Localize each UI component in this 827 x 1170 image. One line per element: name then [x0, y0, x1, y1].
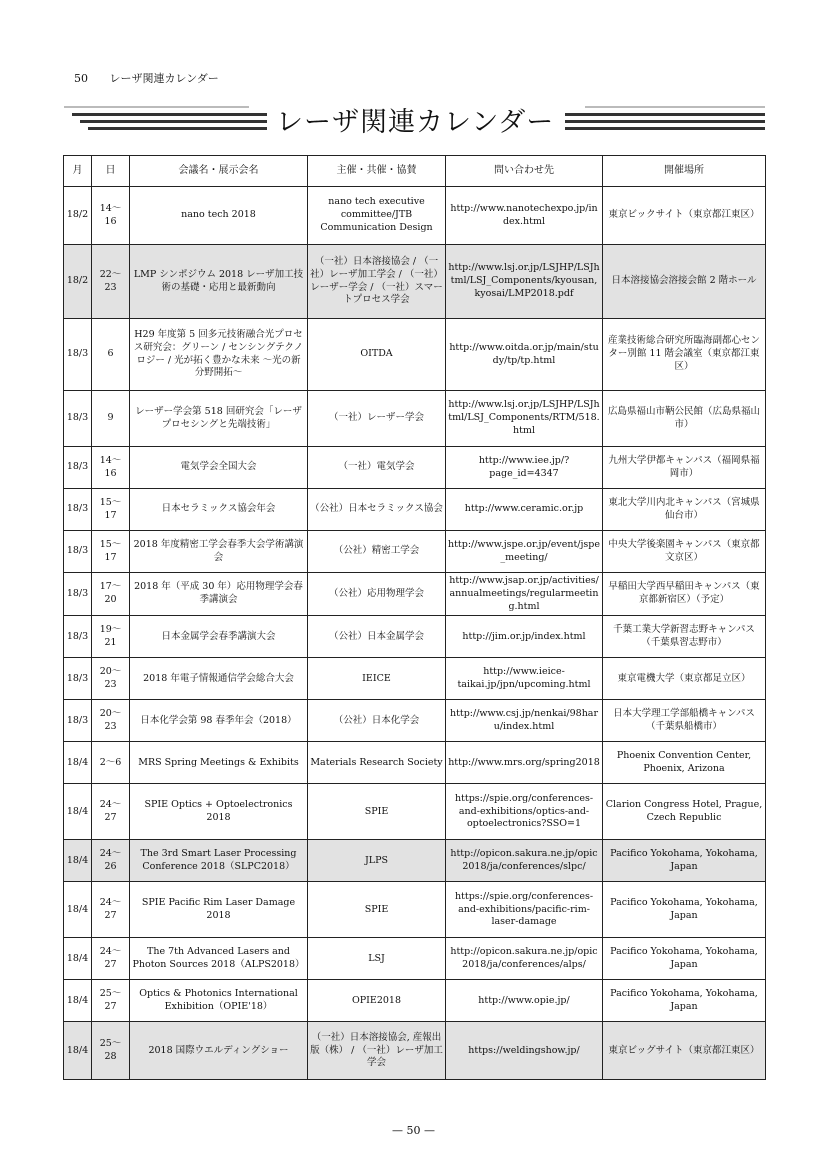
- month-cell: 18/3: [64, 531, 92, 573]
- contact-cell: https://weldingshow.jp/: [446, 1022, 603, 1080]
- contact-cell: http://www.iee.jp/?page_id=4347: [446, 447, 603, 489]
- event-cell: Optics & Photonics International Exhibition（OPIE'18）: [130, 980, 308, 1022]
- month-cell: 18/4: [64, 742, 92, 784]
- venue-cell: 広島県福山市鞆公民館（広島県福山市）: [603, 391, 766, 447]
- table-row: [64, 319, 766, 391]
- table-row: [64, 391, 766, 447]
- contact-cell: http://opicon.sakura.ne.jp/opic2018/ja/conferences/alps/: [446, 938, 603, 980]
- title-rule-left-2: [80, 120, 267, 123]
- event-cell: nano tech 2018: [130, 187, 308, 245]
- contact-cell: http://www.ieice-taikai.jp/jpn/upcoming.html: [446, 658, 603, 700]
- col-header-day: 日: [92, 156, 130, 187]
- month-cell: 18/3: [64, 447, 92, 489]
- event-cell: 電気学会全国大会: [130, 447, 308, 489]
- venue-cell: 日本溶接協会溶接会館 2 階ホール: [603, 245, 766, 319]
- venue-cell: 九州大学伊都キャンパス（福岡県福岡市）: [603, 447, 766, 489]
- contact-cell: http://www.csj.jp/nenkai/98haru/index.html: [446, 700, 603, 742]
- contact-cell: http://www.ceramic.or.jp: [446, 489, 603, 531]
- col-header-month: 月: [64, 156, 92, 187]
- table-row: [64, 531, 766, 573]
- day-cell: 24～27: [92, 784, 130, 840]
- title-rule-right-3: [565, 127, 765, 130]
- organizer-cell: （一社）電気学会: [308, 447, 446, 489]
- title-rule-right-light: [585, 106, 765, 108]
- contact-cell: http://www.nanotechexpo.jp/index.html: [446, 187, 603, 245]
- header-running-title: レーザ関連カレンダー: [109, 72, 219, 85]
- event-cell: 2018 国際ウエルディングショー: [130, 1022, 308, 1080]
- month-cell: 18/3: [64, 319, 92, 391]
- table-row: [64, 245, 766, 319]
- day-cell: 6: [92, 319, 130, 391]
- day-cell: 2～6: [92, 742, 130, 784]
- day-cell: 9: [92, 391, 130, 447]
- organizer-cell: （公社）応用物理学会: [308, 573, 446, 616]
- venue-cell: 千葉工業大学新習志野キャンパス（千葉県習志野市）: [603, 616, 766, 658]
- event-cell: レーザー学会第 518 回研究会「レーザプロセシングと先端技術」: [130, 391, 308, 447]
- month-cell: 18/3: [64, 616, 92, 658]
- page-title: レーザ関連カレンダー: [276, 107, 555, 138]
- venue-cell: 東京電機大学（東京都足立区）: [603, 658, 766, 700]
- month-cell: 18/4: [64, 784, 92, 840]
- title-rule-left-light: [64, 106, 249, 108]
- contact-cell: https://spie.org/conferences-and-exhibitions/optics-and-optoelectronics?SSO=1: [446, 784, 603, 840]
- contact-cell: http://jim.or.jp/index.html: [446, 616, 603, 658]
- table-row: [64, 882, 766, 938]
- venue-cell: 東北大学川内北キャンパス（宮城県仙台市）: [603, 489, 766, 531]
- organizer-cell: （公社）精密工学会: [308, 531, 446, 573]
- month-cell: 18/3: [64, 658, 92, 700]
- event-cell: H29 年度第 5 回多元技術融合光プロセス研究会：グリーン / センシングテクノロジー / 光が拓く豊かな未来 ～光の新分野開拓～: [130, 319, 308, 391]
- month-cell: 18/4: [64, 882, 92, 938]
- col-header-contact: 問い合わせ先: [446, 156, 603, 187]
- page-footer-number: — 50 —: [392, 1124, 435, 1137]
- event-cell: 日本化学会第 98 春季年会（2018）: [130, 700, 308, 742]
- organizer-cell: SPIE: [308, 784, 446, 840]
- venue-cell: 産業技術総合研究所臨海副都心センター別館 11 階会議室（東京都江東区）: [603, 319, 766, 391]
- day-cell: 14～16: [92, 447, 130, 489]
- table-row: [64, 1022, 766, 1080]
- venue-cell: 東京ビッグサイト（東京都江東区）: [603, 1022, 766, 1080]
- venue-cell: Clarion Congress Hotel, Prague, Czech Republic: [603, 784, 766, 840]
- table-row: [64, 616, 766, 658]
- month-cell: 18/3: [64, 573, 92, 616]
- month-cell: 18/2: [64, 245, 92, 319]
- organizer-cell: （一社）日本溶接協会 / （一社）レーザ加工学会 / （一社）レーザー学会 / （一社）スマートプロセス学会: [308, 245, 446, 319]
- title-rule-right-1: [565, 113, 765, 116]
- day-cell: 24～26: [92, 840, 130, 882]
- venue-cell: Pacifico Yokohama, Yokohama, Japan: [603, 840, 766, 882]
- col-header-venue: 開催場所: [603, 156, 766, 187]
- organizer-cell: SPIE: [308, 882, 446, 938]
- table-row: [64, 447, 766, 489]
- month-cell: 18/3: [64, 489, 92, 531]
- contact-cell: http://www.jspe.or.jp/event/jspe_meeting/: [446, 531, 603, 573]
- organizer-cell: IEICE: [308, 658, 446, 700]
- day-cell: 22～23: [92, 245, 130, 319]
- venue-cell: 中央大学後楽園キャンパス（東京都文京区）: [603, 531, 766, 573]
- organizer-cell: OPIE2018: [308, 980, 446, 1022]
- table-row: [64, 840, 766, 882]
- organizer-cell: （公社）日本化学会: [308, 700, 446, 742]
- organizer-cell: LSJ: [308, 938, 446, 980]
- table-row: [64, 573, 766, 616]
- event-cell: SPIE Optics + Optoelectronics 2018: [130, 784, 308, 840]
- day-cell: 15～17: [92, 489, 130, 531]
- venue-cell: 東京ビックサイト（東京都江東区）: [603, 187, 766, 245]
- table-row: [64, 742, 766, 784]
- table-row: [64, 938, 766, 980]
- table-row: [64, 658, 766, 700]
- event-cell: The 3rd Smart Laser Processing Conference 2018（SLPC2018）: [130, 840, 308, 882]
- contact-cell: https://spie.org/conferences-and-exhibitions/pacific-rim-laser-damage: [446, 882, 603, 938]
- organizer-cell: （一社）レーザー学会: [308, 391, 446, 447]
- event-cell: LMP シンポジウム 2018 レーザ加工技術の基礎・応用と最新動向: [130, 245, 308, 319]
- table-row: [64, 489, 766, 531]
- day-cell: 14～16: [92, 187, 130, 245]
- contact-cell: http://www.lsj.or.jp/LSJHP/LSJhtml/LSJ_Components/RTM/518.html: [446, 391, 603, 447]
- calendar-table: [63, 155, 766, 1080]
- col-header-event: 会議名・展示会名: [130, 156, 308, 187]
- title-rule-left-1: [72, 113, 267, 116]
- venue-cell: 日本大学理工学部船橋キャンパス（千葉県船橋市）: [603, 700, 766, 742]
- col-header-organizer: 主催・共催・協賛: [308, 156, 446, 187]
- table-row: [64, 187, 766, 245]
- title-rule-right-2: [565, 120, 765, 123]
- table-row: [64, 700, 766, 742]
- contact-cell: http://www.lsj.or.jp/LSJHP/LSJhtml/LSJ_Components/kyousan,kyosai/LMP2018.pdf: [446, 245, 603, 319]
- event-cell: 2018 年（平成 30 年）応用物理学会春季講演会: [130, 573, 308, 616]
- event-cell: 2018 年電子情報通信学会総合大会: [130, 658, 308, 700]
- month-cell: 18/4: [64, 1022, 92, 1080]
- header-page-number: 50: [74, 72, 88, 85]
- month-cell: 18/4: [64, 840, 92, 882]
- venue-cell: Pacifico Yokohama, Yokohama, Japan: [603, 882, 766, 938]
- organizer-cell: nano tech executive committee/JTB Communication Design: [308, 187, 446, 245]
- event-cell: 日本セラミックス協会年会: [130, 489, 308, 531]
- day-cell: 20～23: [92, 658, 130, 700]
- venue-cell: Phoenix Convention Center, Phoenix, Arizona: [603, 742, 766, 784]
- day-cell: 24～27: [92, 882, 130, 938]
- table-row: [64, 784, 766, 840]
- contact-cell: http://www.oitda.or.jp/main/study/tp/tp.html: [446, 319, 603, 391]
- venue-cell: 早稲田大学西早稲田キャンパス（東京都新宿区）（予定）: [603, 573, 766, 616]
- event-cell: 2018 年度精密工学会春季大会学術講演会: [130, 531, 308, 573]
- contact-cell: http://opicon.sakura.ne.jp/opic2018/ja/conferences/slpc/: [446, 840, 603, 882]
- month-cell: 18/2: [64, 187, 92, 245]
- event-cell: The 7th Advanced Lasers and Photon Sources 2018（ALPS2018）: [130, 938, 308, 980]
- day-cell: 25～27: [92, 980, 130, 1022]
- venue-cell: Pacifico Yokohama, Yokohama, Japan: [603, 980, 766, 1022]
- contact-cell: http://www.jsap.or.jp/activities/annualmeetings/regularmeeting.html: [446, 573, 603, 616]
- contact-cell: http://www.opie.jp/: [446, 980, 603, 1022]
- event-cell: MRS Spring Meetings & Exhibits: [130, 742, 308, 784]
- day-cell: 25～28: [92, 1022, 130, 1080]
- day-cell: 19～21: [92, 616, 130, 658]
- organizer-cell: Materials Research Society: [308, 742, 446, 784]
- venue-cell: Pacifico Yokohama, Yokohama, Japan: [603, 938, 766, 980]
- day-cell: 24～27: [92, 938, 130, 980]
- month-cell: 18/4: [64, 938, 92, 980]
- header-row: [64, 156, 766, 187]
- month-cell: 18/3: [64, 391, 92, 447]
- organizer-cell: （公社）日本セラミックス協会: [308, 489, 446, 531]
- organizer-cell: （一社）日本溶接協会, 産報出版（株） / （一社）レーザ加工学会: [308, 1022, 446, 1080]
- month-cell: 18/4: [64, 980, 92, 1022]
- table-body: [64, 187, 766, 1080]
- organizer-cell: JLPS: [308, 840, 446, 882]
- day-cell: 17～20: [92, 573, 130, 616]
- day-cell: 20～23: [92, 700, 130, 742]
- event-cell: 日本金属学会春季講演大会: [130, 616, 308, 658]
- month-cell: 18/3: [64, 700, 92, 742]
- organizer-cell: OITDA: [308, 319, 446, 391]
- organizer-cell: （公社）日本金属学会: [308, 616, 446, 658]
- table-row: [64, 980, 766, 1022]
- day-cell: 15～17: [92, 531, 130, 573]
- title-rule-left-3: [88, 127, 267, 130]
- running-header: [74, 70, 219, 86]
- contact-cell: http://www.mrs.org/spring2018: [446, 742, 603, 784]
- event-cell: SPIE Pacific Rim Laser Damage 2018: [130, 882, 308, 938]
